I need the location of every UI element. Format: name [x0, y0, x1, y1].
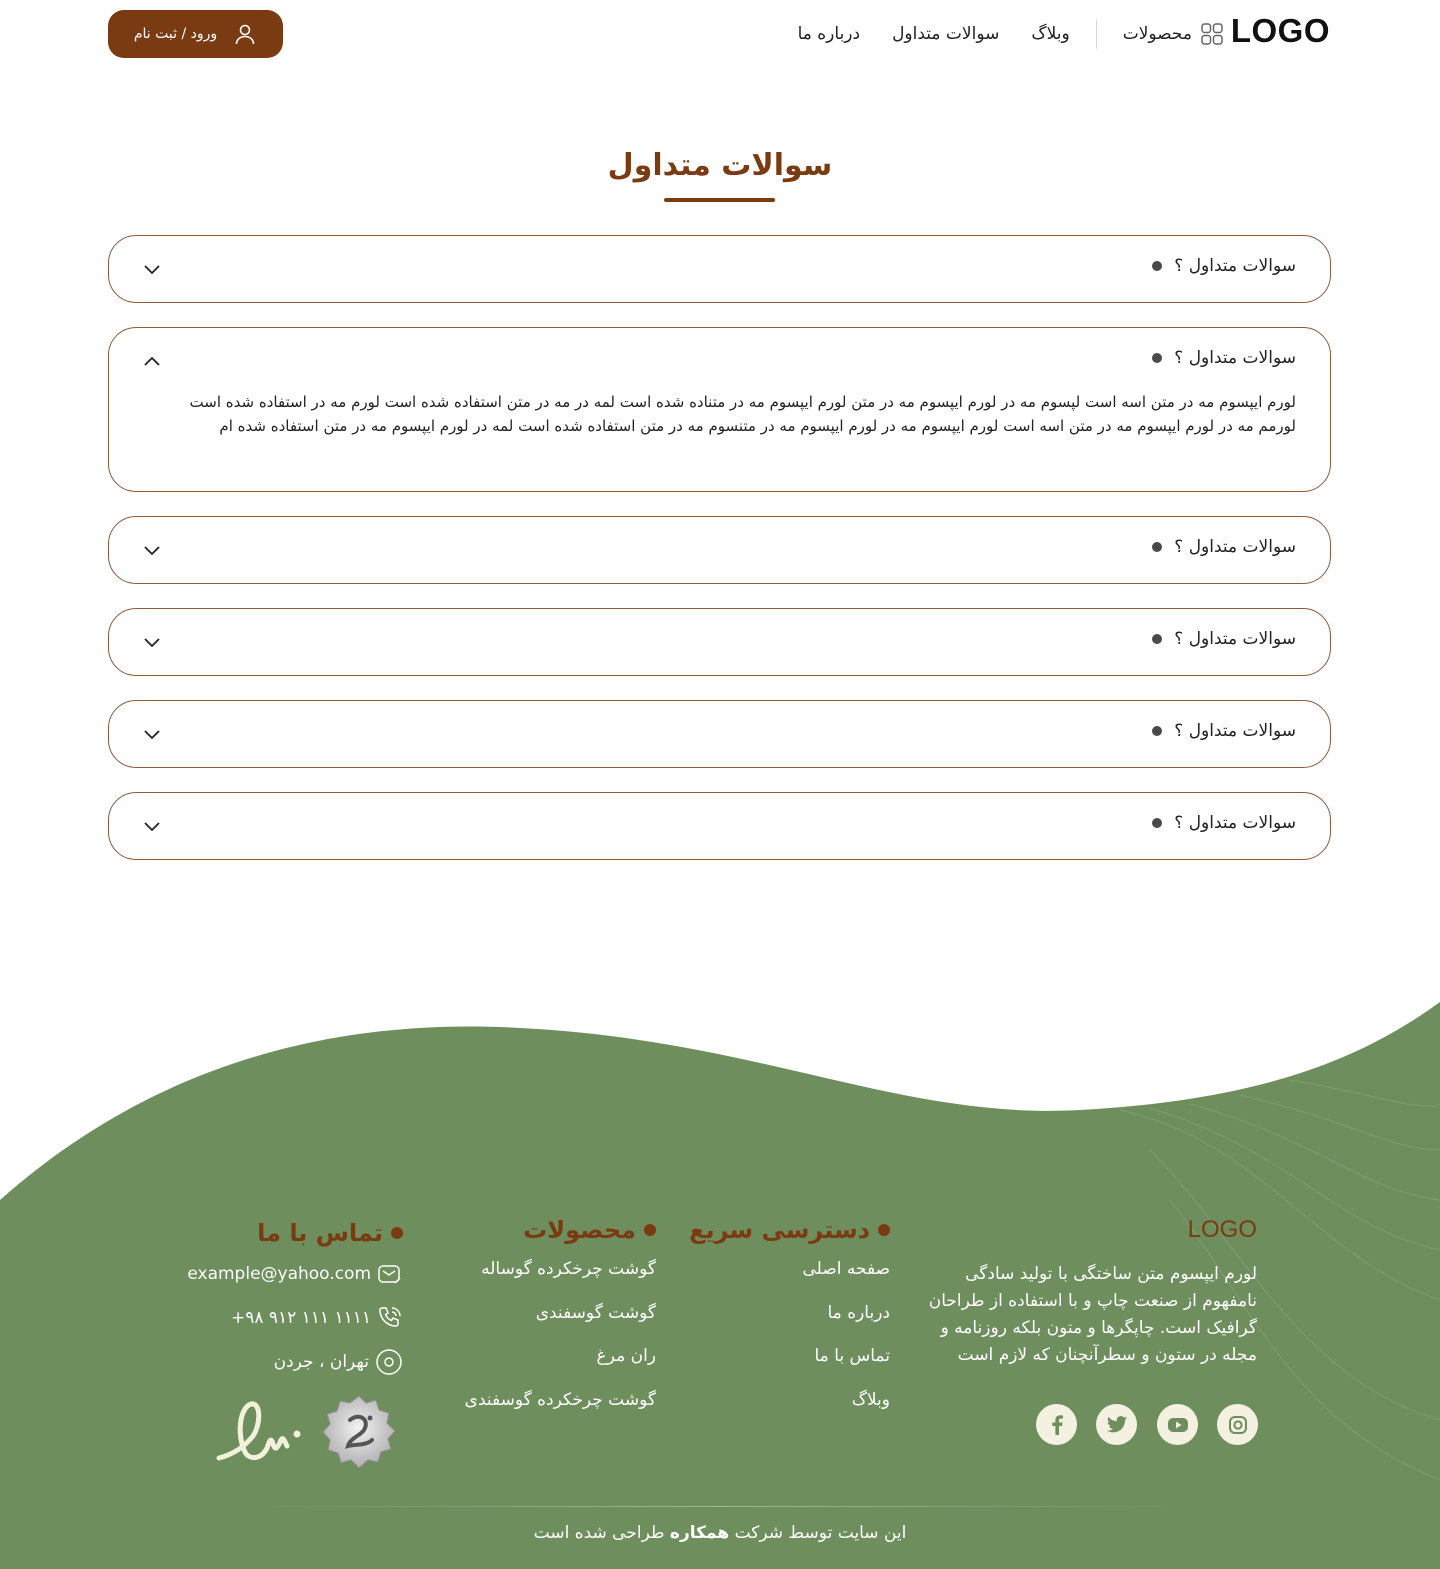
footer-description: لورم ایپسوم متن ساختگی با تولید سادگی نامفهوم از صنعت چاپ و با استفاده از طراحان گرافیک است. چاپگرها و متون بلکه روزنامه و مجله در ستون و سطرآنچنان که لازم است	[928, 1264, 1257, 1365]
faq-item[interactable]	[108, 792, 1331, 860]
title-underline	[664, 198, 775, 202]
user-icon	[233, 22, 257, 46]
faq-question: سوالات متداول ؟	[1174, 629, 1296, 649]
nav-products[interactable]	[1123, 22, 1224, 46]
company-name[interactable]: همکاره	[669, 1523, 730, 1543]
footer-link-home[interactable]: صفحه اصلی	[802, 1259, 890, 1279]
bullet-dot	[1152, 542, 1162, 552]
phone-icon	[377, 1305, 403, 1331]
faq-item[interactable]	[108, 516, 1331, 584]
bullet-dot	[1152, 726, 1162, 736]
bullet-dot	[391, 1227, 403, 1239]
youtube-icon[interactable]	[1157, 1404, 1198, 1445]
chevron-up-icon[interactable]	[141, 350, 163, 372]
nav-divider	[1096, 19, 1097, 49]
bullet-dot	[878, 1224, 890, 1236]
faq-item[interactable]	[108, 700, 1331, 768]
faq-question: سوالات متداول ؟	[1174, 813, 1296, 833]
chevron-down-icon[interactable]	[141, 539, 163, 561]
faq-item[interactable]	[108, 235, 1331, 303]
location-icon	[375, 1348, 403, 1376]
nav-blog[interactable]: وبلاگ	[1031, 24, 1070, 44]
footer-link-contact[interactable]: تماس با ما	[814, 1346, 890, 1366]
site-header	[0, 0, 1440, 70]
faq-question: سوالات متداول ؟	[1174, 721, 1296, 741]
products-list	[465, 1259, 656, 1433]
enamad-badge[interactable]	[215, 1396, 305, 1466]
footer-divider	[260, 1506, 1180, 1507]
quick-access-list	[803, 1259, 890, 1433]
footer-logo[interactable]: LOGO	[1187, 1216, 1257, 1243]
products-title: محصولات	[523, 1216, 656, 1244]
nav-faq[interactable]: سوالات متداول	[892, 24, 1000, 44]
footer-link-blog[interactable]: وبلاگ	[851, 1389, 890, 1410]
grid-icon	[1200, 22, 1224, 46]
mail-icon	[377, 1262, 403, 1286]
nav-products-label: محصولات	[1122, 24, 1192, 44]
chevron-down-icon[interactable]	[141, 631, 163, 653]
contact-title: تماس با ما	[257, 1219, 403, 1247]
contact-email[interactable]: example@yahoo.com	[187, 1262, 403, 1286]
chevron-down-icon[interactable]	[141, 815, 163, 837]
footer-product-link[interactable]: گوشت گوسفندی	[535, 1302, 656, 1323]
bullet-dot	[1152, 353, 1162, 363]
twitter-icon[interactable]	[1096, 1404, 1137, 1445]
facebook-icon[interactable]	[1036, 1404, 1077, 1445]
instagram-icon[interactable]	[1217, 1404, 1258, 1445]
bullet-dot	[1152, 634, 1162, 644]
faq-item-expanded[interactable]	[108, 327, 1331, 492]
login-register-button[interactable]	[108, 10, 283, 58]
bullet-dot	[1152, 818, 1162, 828]
trust-seal-badge[interactable]	[320, 1394, 398, 1472]
page-title: سوالات متداول	[607, 148, 833, 183]
contact-phone[interactable]: +۹۸ ۹۱۲ ۱۱۱ ۱۱۱۱	[231, 1305, 403, 1331]
footer-product-link[interactable]: ران مرغ	[596, 1346, 656, 1366]
quick-access-title: دسترسی سریع	[689, 1216, 890, 1244]
site-logo[interactable]: LOGO	[1230, 12, 1330, 49]
faq-answer: لورم ایپسوم مه در متن اسه است لپسوم مه در لورم ایپسوم مه در متن لورم ایپسوم مه در متناده شده است لمه در مه در متن استفاده شده است لورم مه در استفاده شده است لورمم مه در لورم ایپسوم مه در متن اسه است لورم ایپسوم مه در لورم ایپسوم مه در متنسوم مه در متن استفاده شده است لمه در لورم ایپسوم مه در متن استفاده شده ام	[189, 393, 1296, 435]
faq-question: سوالات متداول ؟	[1174, 348, 1296, 368]
footer-link-about[interactable]: درباره ما	[827, 1302, 890, 1323]
nav-about[interactable]: درباره ما	[797, 24, 861, 44]
footer-product-link[interactable]: گوشت چرخکرده گوسفندی	[464, 1389, 656, 1410]
contact-address[interactable]: تهران ، جردن	[274, 1348, 403, 1376]
copyright-text: این سایت توسط شرکت همکاره طراحی شده است	[533, 1523, 907, 1543]
chevron-down-icon[interactable]	[141, 258, 163, 280]
bullet-dot	[644, 1224, 656, 1236]
footer-product-link[interactable]: گوشت چرخکرده گوساله	[481, 1259, 656, 1279]
faq-item[interactable]	[108, 608, 1331, 676]
bullet-dot	[1152, 261, 1162, 271]
chevron-down-icon[interactable]	[141, 723, 163, 745]
faq-question: سوالات متداول ؟	[1174, 256, 1296, 276]
main-nav	[798, 18, 1224, 50]
faq-question: سوالات متداول ؟	[1174, 537, 1296, 557]
login-register-label: ورود / ثبت نام	[133, 26, 218, 42]
